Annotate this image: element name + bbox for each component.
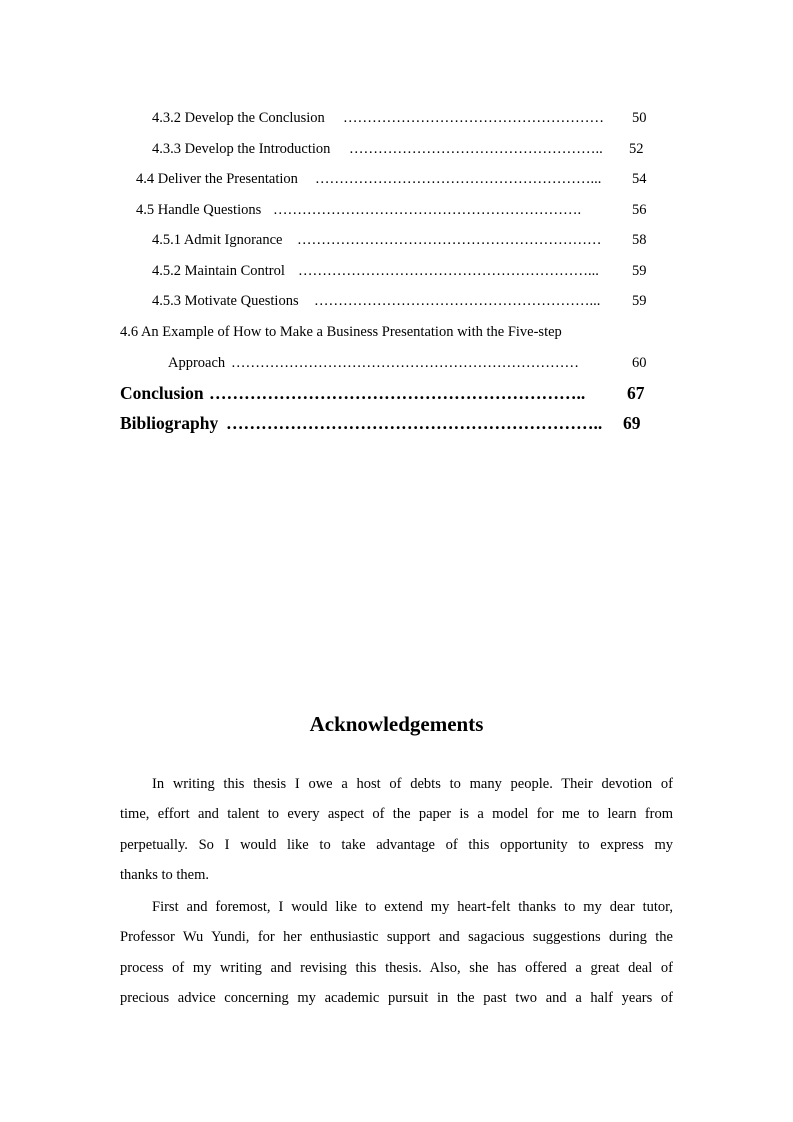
toc-entry-dots: ……………………………………………..	[349, 141, 603, 157]
toc-entry-page: 60	[632, 355, 647, 371]
toc-entry-dots: ……………………………………………………...	[298, 263, 599, 279]
toc-entry-page: 58	[632, 232, 647, 248]
toc-entry-page: 54	[632, 171, 647, 187]
toc-entry[interactable]	[0, 290, 793, 312]
toc-entry[interactable]	[0, 107, 793, 129]
toc-entry-page: 59	[632, 263, 647, 279]
toc-entry-title: 4.3.2 Develop the Conclusion	[152, 110, 325, 126]
toc-entry-conclusion[interactable]	[0, 380, 793, 406]
toc-entry-dots: ………………………………………………………	[297, 232, 602, 248]
toc-entry-title: Conclusion	[120, 383, 204, 403]
toc-entry-title: 4.5.2 Maintain Control	[152, 263, 285, 279]
toc-entry-page: 50	[632, 110, 647, 126]
toc-entry-title: 4.5 Handle Questions	[136, 202, 262, 218]
toc-entry-page: 56	[632, 202, 647, 218]
toc-entry[interactable]	[0, 168, 793, 190]
toc-entry-title: 4.5.3 Motivate Questions	[152, 293, 299, 309]
toc-entry[interactable]	[0, 321, 793, 343]
paragraph-line: precious advice concerning my academic pursuit in the past two and a half years of	[120, 990, 673, 1006]
toc-entry-page: 59	[632, 293, 647, 309]
paragraph-line: Professor Wu Yundi, for her enthusiastic support and sagacious suggestions during the	[120, 929, 673, 945]
toc-entry-dots: ……………………………………………………….	[273, 202, 582, 218]
paragraph-line: In writing this thesis I owe a host of debts to many people. Their devotion of	[152, 776, 673, 792]
toc-entry-title: 4.6 An Example of How to Make a Business Presentation with the Five-step	[120, 324, 562, 340]
toc-entry-dots: ………………………………………………………………	[231, 355, 579, 371]
paragraph-line: time, effort and talent to every aspect of the paper is a model for me to learn from	[120, 806, 673, 822]
paragraph-line: process of my writing and revising this thesis. Also, she has offered a great deal of	[120, 960, 673, 976]
toc-entry-page: 69	[623, 413, 641, 433]
toc-entry-dots: ………………………………………………	[343, 110, 604, 126]
toc-entry[interactable]	[0, 138, 793, 160]
toc-entry-title: 4.5.1 Admit Ignorance	[152, 232, 283, 248]
acknowledgements-heading: Acknowledgements	[309, 712, 484, 736]
paragraph-line: First and foremost, I would like to extend my heart-felt thanks to my dear tutor,	[152, 899, 673, 915]
toc-entry-dots: …………………………………………………...	[315, 171, 602, 187]
toc-entry-page: 52	[629, 141, 644, 157]
toc-entry[interactable]	[0, 260, 793, 282]
toc-entry-title: 4.3.3 Develop the Introduction	[152, 141, 331, 157]
toc-entry-page: 67	[627, 383, 645, 403]
paragraph-line: perpetually. So I would like to take advantage of this opportunity to express my	[120, 837, 673, 853]
toc-entry-title: 4.4 Deliver the Presentation	[136, 171, 298, 187]
toc-entry[interactable]	[0, 352, 793, 374]
toc-entry-title: Approach	[168, 355, 226, 371]
toc-entry-bibliography[interactable]	[0, 410, 793, 436]
toc-entry-dots: ………………………………………………………..	[226, 413, 603, 433]
toc-entry[interactable]	[0, 199, 793, 221]
toc-entry-title: Bibliography	[120, 413, 219, 433]
toc-entry-dots: …………………………………………………...	[314, 293, 601, 309]
paragraph-line: thanks to them.	[120, 867, 210, 883]
toc-entry[interactable]	[0, 229, 793, 251]
toc-entry-dots: ………………………………………………………..	[209, 383, 586, 403]
